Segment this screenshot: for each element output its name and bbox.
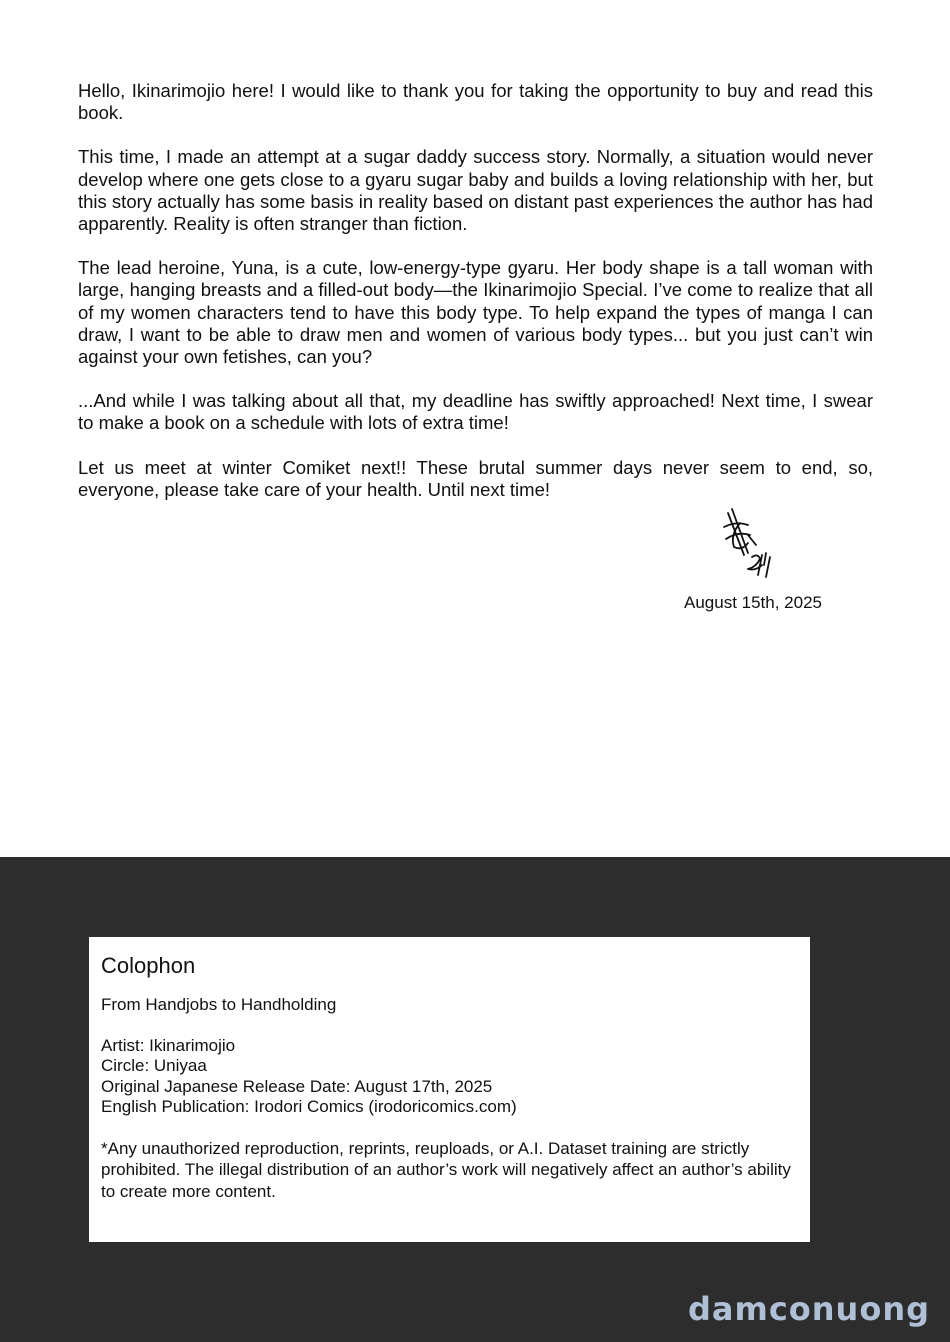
afterword-paragraph: Hello, Ikinarimojio here! I would like to thank you for taking the opportunity to buy and read this book. xyxy=(78,80,873,124)
release-date: Original Japanese Release Date: August 17th, 2025 xyxy=(101,1076,493,1096)
colophon-title: Colophon xyxy=(101,953,196,978)
colophon-box xyxy=(89,937,810,1242)
afterword-date: August 15th, 2025 xyxy=(684,593,823,612)
afterword-paragraph: This time, I made an attempt at a sugar daddy success story. Normally, a situation would never develop where one gets close to a gyaru sugar baby and builds a loving relationship with her, but this story actually has some basis in reality based on distant past experiences the author has had apparently. Reality is often stranger than fiction. xyxy=(78,146,873,235)
copyright-notice: *Any unauthorized reproduction, reprints, reuploads, or A.I. Dataset training are strictly prohibited. The illegal distribution of an author’s work will negatively affect an author’s ability to create more content. xyxy=(101,1138,791,1201)
author-signature xyxy=(718,505,778,585)
afterword-paragraph: Let us meet at winter Comiket next!! These brutal summer days never seem to end, so, everyone, please take care of your health. Until next time! xyxy=(78,456,873,500)
artist-credit: Artist: Ikinarimojio xyxy=(101,1035,236,1055)
circle-credit: Circle: Uniyaa xyxy=(101,1056,207,1075)
afterword-text xyxy=(78,80,873,523)
publication-credit: English Publication: Irodori Comics (irodoricomics.com) xyxy=(101,1097,517,1116)
site-watermark: damconuong xyxy=(687,1290,930,1328)
afterword-paragraph: ...And while I was talking about all that, my deadline has swiftly approached! Next time, I swear to make a book on a schedule with lots of extra time! xyxy=(78,390,873,434)
book-title: From Handjobs to Handholding xyxy=(101,995,337,1014)
afterword-paragraph: The lead heroine, Yuna, is a cute, low-energy-type gyaru. Her body shape is a tall woman with large, hanging breasts and a filled-out body—the Ikinarimojio Special. I’ve come to realize that all of my women characters tend to have this body type. To help expand the types of manga I can draw, I want to be able to draw men and women of various body types... but you just can’t win against your own fetishes, can you? xyxy=(78,257,873,368)
